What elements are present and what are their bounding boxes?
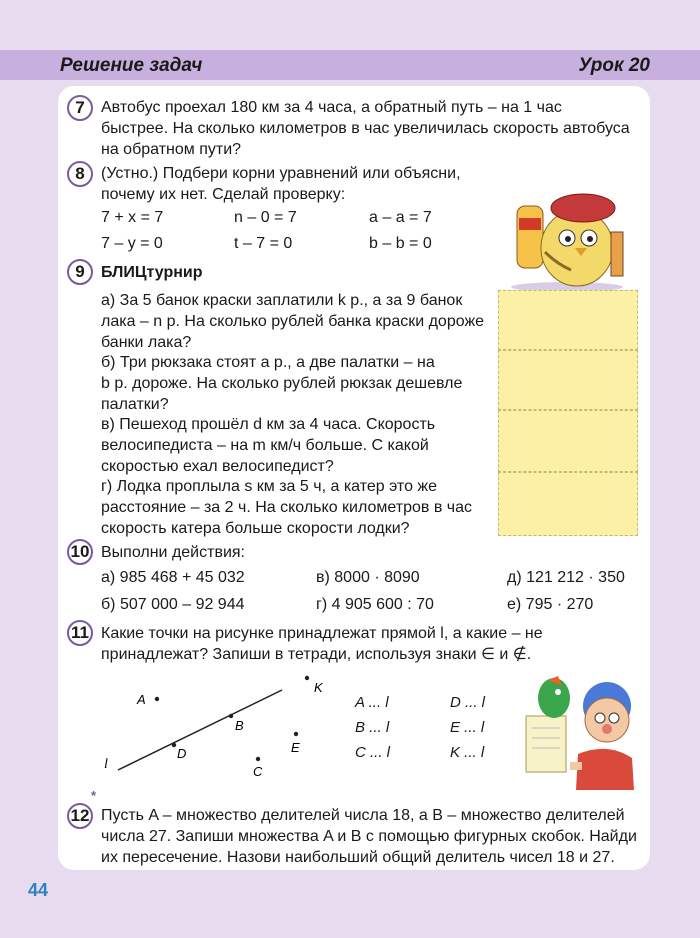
label-l: l	[104, 757, 108, 772]
task-9c-line-2: велосипедиста – на m км/ч больше. С какой	[101, 437, 429, 454]
operation: г) 4 905 600 : 70	[316, 596, 434, 613]
task-11-line-2: принадлежат? Запиши в тетради, используя знаки ∈ и ∉.	[101, 646, 532, 663]
task-7-line-3: на обратном пути?	[101, 141, 242, 158]
answer-box-a[interactable]	[498, 290, 638, 350]
equation: a – a = 7	[369, 209, 432, 226]
equation: b – b = 0	[369, 235, 432, 252]
operation: д) 121 212 · 350	[507, 569, 625, 586]
task-9c-line-1: в) Пешеход прошёл d км за 4 часа. Скорость	[101, 416, 436, 433]
line-figure	[100, 668, 340, 788]
point-k	[305, 676, 309, 680]
label-d: D	[177, 746, 187, 761]
equation: 7 – y = 0	[101, 235, 163, 252]
task-11-number: 11	[67, 620, 93, 646]
equation: 7 + x = 7	[101, 209, 164, 226]
task-9b-line-1: б) Три рюкзака стоят a р., а две палатки – на	[101, 354, 435, 371]
label-c: C	[253, 764, 263, 779]
operation: в) 8000 · 8090	[316, 569, 420, 586]
task-9a-line-2: лака – n р. На сколько рублей банка краски дороже	[101, 313, 485, 330]
task-8-line-1: (Устно.) Подбери корни уравнений или объясни,	[101, 165, 461, 182]
membership-item: A ... l	[355, 694, 389, 711]
membership-item: D ... l	[450, 694, 486, 711]
difficulty-star: *	[91, 788, 97, 803]
point-a	[155, 697, 159, 701]
membership-item: K ... l	[450, 744, 485, 761]
task-9a-line-3: банки лака?	[101, 334, 192, 351]
point-d	[172, 743, 176, 747]
equation: t – 7 = 0	[234, 235, 293, 252]
grandma-parrot-illustration	[522, 672, 640, 792]
point-b	[229, 714, 233, 718]
task-7-line-1: Автобус проехал 180 км за 4 часа, а обратный путь – на 1 час	[101, 99, 562, 116]
task-12-line-2: числа 27. Запиши множества A и B с помощью фигурных скобок. Найди	[101, 828, 637, 845]
operation: е) 795 · 270	[507, 596, 594, 613]
label-k: K	[314, 680, 323, 695]
lesson-label: Урок 20	[578, 55, 650, 76]
answer-box-d[interactable]	[498, 472, 638, 536]
equation: n – 0 = 7	[234, 209, 297, 226]
task-9b-line-3: палатки?	[101, 396, 169, 413]
task-10-title: Выполни действия:	[101, 544, 245, 561]
task-12-line-3: их пересечение. Назови наибольший общий делитель чисел 18 и 27.	[101, 849, 615, 866]
operation: б) 507 000 – 92 944	[101, 596, 245, 613]
task-8-line-2: почему их нет. Сделай проверку:	[101, 186, 346, 203]
label-a: A	[137, 692, 146, 707]
task-9b-line-2: b р. дороже. На сколько рублей рюкзак дешевле	[101, 375, 463, 392]
point-c	[256, 757, 260, 761]
task-9a-line-1: а) За 5 банок краски заплатили k р., а за 9 банок	[101, 292, 463, 309]
task-9-number: 9	[67, 259, 93, 285]
operation: а) 985 468 + 45 032	[101, 569, 245, 586]
task-9-title: БЛИЦтурнир	[101, 264, 203, 281]
task-9d-line-3: скорость катера больше скорости лодки?	[101, 520, 410, 537]
answer-box-b[interactable]	[498, 350, 638, 410]
task-9c-line-3: скоростью ехал велосипедист?	[101, 458, 334, 475]
answer-box-c[interactable]	[498, 410, 638, 472]
task-10-number: 10	[67, 539, 93, 565]
task-11-line-1: Какие точки на рисунке принадлежат прямой l, а какие – не	[101, 625, 543, 642]
task-7-line-2: быстрее. На сколько километров в час увеличилась скорость автобуса	[101, 120, 630, 137]
task-12-line-1: Пусть A – множество делителей числа 18, а B – множество делителей	[101, 807, 625, 824]
page-number: 44	[28, 880, 49, 900]
membership-item: C ... l	[355, 744, 391, 761]
membership-item: E ... l	[450, 719, 485, 736]
task-12-number: 12	[67, 803, 93, 829]
task-7-number: 7	[67, 95, 93, 121]
section-title: Решение задач	[60, 55, 203, 76]
owl-illustration	[505, 192, 630, 290]
task-9d-line-1: г) Лодка проплыла s км за 5 ч, а катер это же	[101, 478, 438, 495]
membership-item: B ... l	[355, 719, 390, 736]
task-8-number: 8	[67, 161, 93, 187]
task-9d-line-2: расстояние – за 2 ч. На сколько километров в час	[101, 499, 473, 516]
label-b: B	[235, 718, 244, 733]
point-e	[294, 732, 298, 736]
label-e: E	[291, 740, 300, 755]
